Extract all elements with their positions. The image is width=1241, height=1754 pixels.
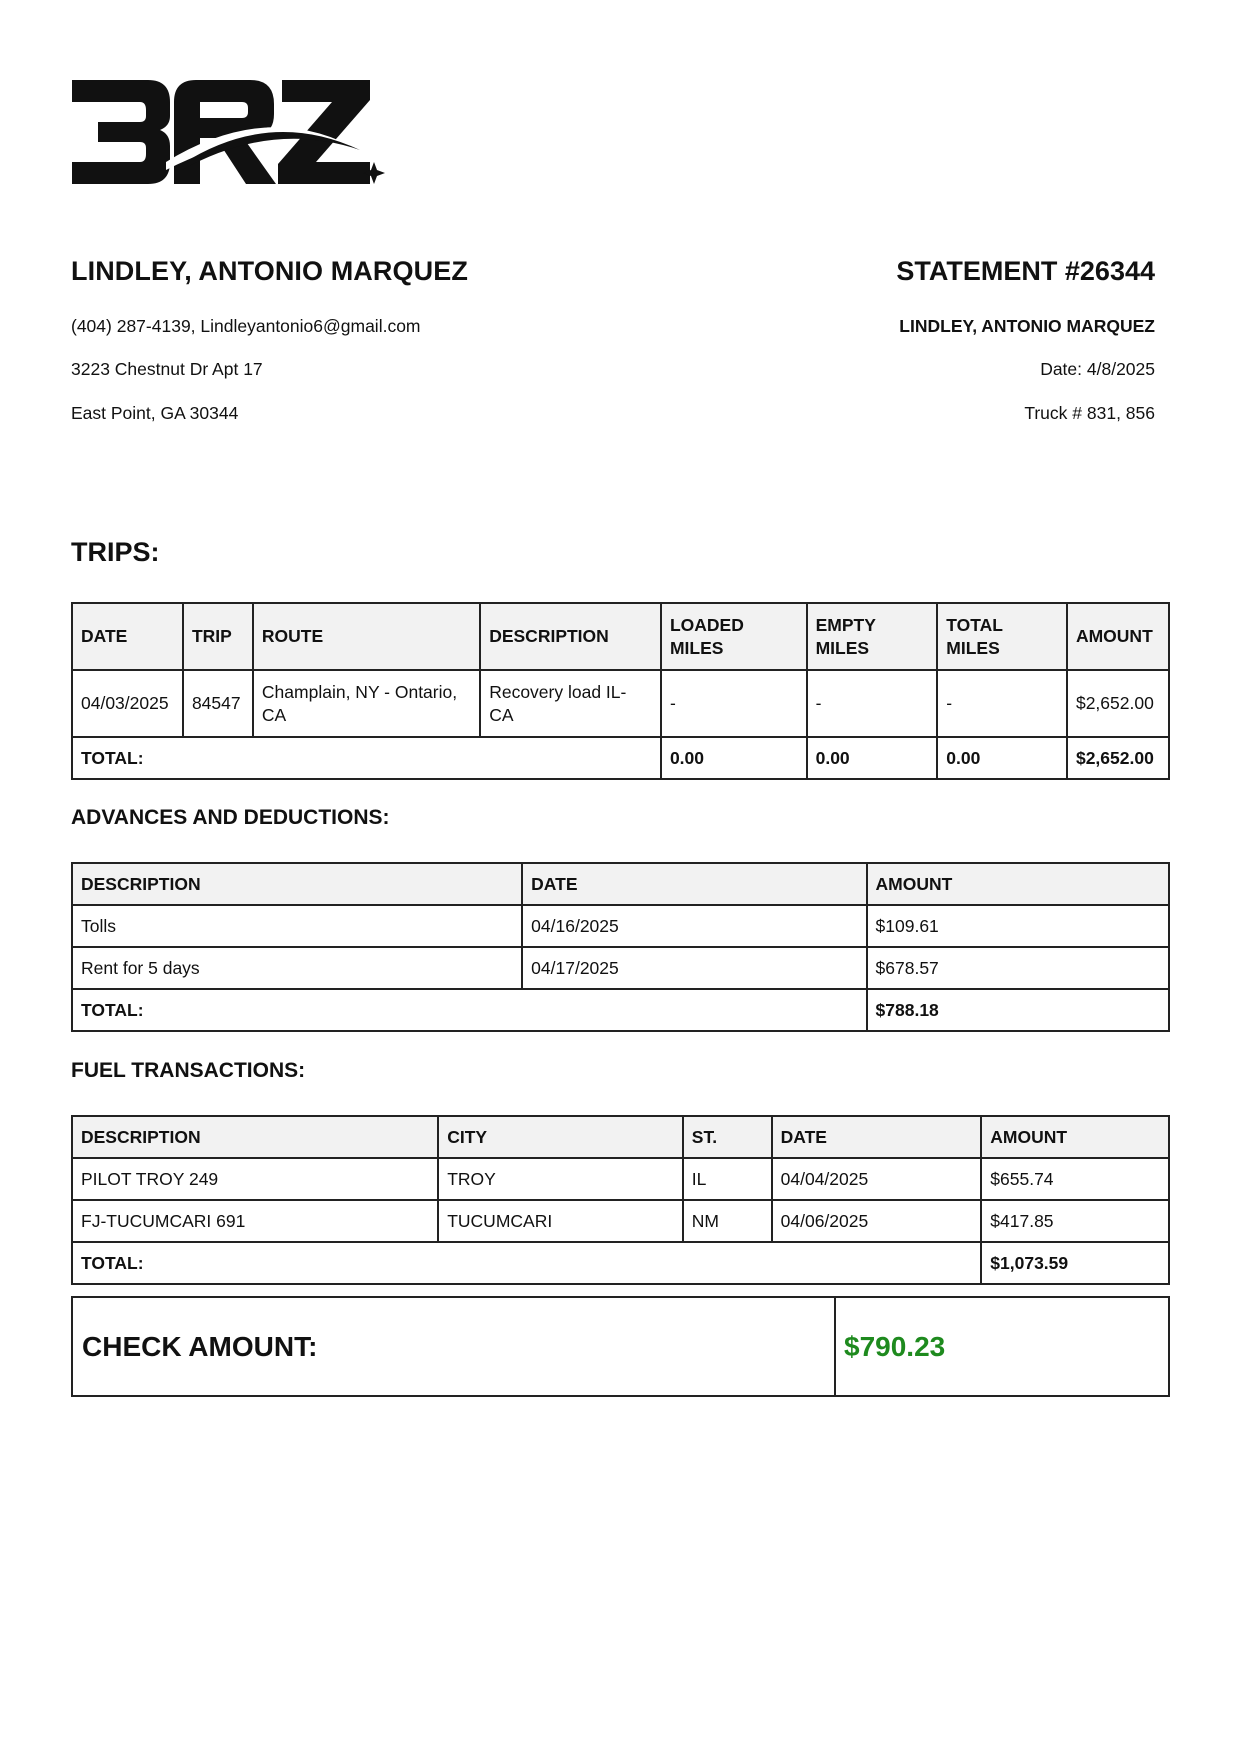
table-row xyxy=(72,905,1169,947)
col-date: DATE xyxy=(522,863,866,905)
advances-heading: ADVANCES AND DEDUCTIONS: xyxy=(71,806,390,829)
advance-description: Tolls xyxy=(72,905,522,947)
trip-route: Champlain, NY - Ontario, CA xyxy=(253,670,480,737)
table-row xyxy=(72,1158,1169,1200)
statement-truck: Truck # 831, 856 xyxy=(1024,403,1155,423)
advance-amount: $109.61 xyxy=(867,905,1169,947)
table-row xyxy=(72,1200,1169,1242)
fuel-total-amount: $1,073.59 xyxy=(981,1242,1169,1284)
col-total-miles: TOTAL MILES xyxy=(937,603,1067,670)
col-description: DESCRIPTION xyxy=(480,603,661,670)
fuel-amount: $417.85 xyxy=(981,1200,1169,1242)
driver-name: LINDLEY, ANTONIO MARQUEZ xyxy=(71,256,468,286)
col-date: DATE xyxy=(72,603,183,670)
statement-name: LINDLEY, ANTONIO MARQUEZ xyxy=(899,316,1155,336)
trip-date: 04/03/2025 xyxy=(72,670,183,737)
advances-total-row xyxy=(72,989,1169,1031)
statement-date: Date: 4/8/2025 xyxy=(1040,359,1155,379)
fuel-state: NM xyxy=(683,1200,772,1242)
fuel-date: 04/06/2025 xyxy=(772,1200,982,1242)
advances-total-label: TOTAL: xyxy=(72,989,867,1031)
table-row xyxy=(72,947,1169,989)
fuel-city: TROY xyxy=(438,1158,683,1200)
fuel-description: PILOT TROY 249 xyxy=(72,1158,438,1200)
fuel-city: TUCUMCARI xyxy=(438,1200,683,1242)
trip-empty-miles: - xyxy=(807,670,938,737)
trips-heading: TRIPS: xyxy=(71,537,160,567)
trips-table xyxy=(71,602,1170,780)
trips-total-loaded: 0.00 xyxy=(661,737,807,779)
fuel-description: FJ-TUCUMCARI 691 xyxy=(72,1200,438,1242)
advances-total-amount: $788.18 xyxy=(867,989,1169,1031)
brz-logo xyxy=(70,78,390,190)
trips-total-label: TOTAL: xyxy=(72,737,661,779)
trip-loaded-miles: - xyxy=(661,670,807,737)
statement-title: STATEMENT #26344 xyxy=(896,256,1155,286)
check-amount-value: $790.23 xyxy=(844,1330,946,1362)
fuel-heading: FUEL TRANSACTIONS: xyxy=(71,1059,306,1082)
check-amount-label: CHECK AMOUNT: xyxy=(73,1298,836,1395)
advance-description: Rent for 5 days xyxy=(72,947,522,989)
advance-date: 04/16/2025 xyxy=(522,905,866,947)
trips-total-row xyxy=(72,737,1169,779)
trips-total-empty: 0.00 xyxy=(807,737,938,779)
col-trip: TRIP xyxy=(183,603,253,670)
check-amount-box xyxy=(71,1296,1170,1397)
fuel-table xyxy=(71,1115,1170,1285)
trips-header-row xyxy=(72,603,1169,670)
advances-table xyxy=(71,862,1170,1032)
col-empty-miles: EMPTY MILES xyxy=(807,603,938,670)
fuel-header-row xyxy=(72,1116,1169,1158)
fuel-date: 04/04/2025 xyxy=(772,1158,982,1200)
col-route: ROUTE xyxy=(253,603,480,670)
col-amount: AMOUNT xyxy=(867,863,1169,905)
driver-contact: (404) 287-4139, Lindleyantonio6@gmail.com xyxy=(71,316,421,336)
fuel-amount: $655.74 xyxy=(981,1158,1169,1200)
advances-header-row xyxy=(72,863,1169,905)
fuel-state: IL xyxy=(683,1158,772,1200)
trips-total-amount: $2,652.00 xyxy=(1067,737,1169,779)
trip-amount: $2,652.00 xyxy=(1067,670,1169,737)
col-description: DESCRIPTION xyxy=(72,1116,438,1158)
trips-total-miles: 0.00 xyxy=(937,737,1067,779)
col-description: DESCRIPTION xyxy=(72,863,522,905)
col-loaded-miles: LOADED MILES xyxy=(661,603,807,670)
driver-address-line2: East Point, GA 30344 xyxy=(71,403,239,423)
advance-amount: $678.57 xyxy=(867,947,1169,989)
advance-date: 04/17/2025 xyxy=(522,947,866,989)
col-date: DATE xyxy=(772,1116,982,1158)
col-city: CITY xyxy=(438,1116,683,1158)
trip-description: Recovery load IL- CA xyxy=(480,670,661,737)
driver-address-line1: 3223 Chestnut Dr Apt 17 xyxy=(71,359,263,379)
col-amount: AMOUNT xyxy=(1067,603,1169,670)
col-state: ST. xyxy=(683,1116,772,1158)
col-amount: AMOUNT xyxy=(981,1116,1169,1158)
fuel-total-label: TOTAL: xyxy=(72,1242,981,1284)
table-row xyxy=(72,670,1169,737)
trip-total-miles: - xyxy=(937,670,1067,737)
fuel-total-row xyxy=(72,1242,1169,1284)
trip-number: 84547 xyxy=(183,670,253,737)
